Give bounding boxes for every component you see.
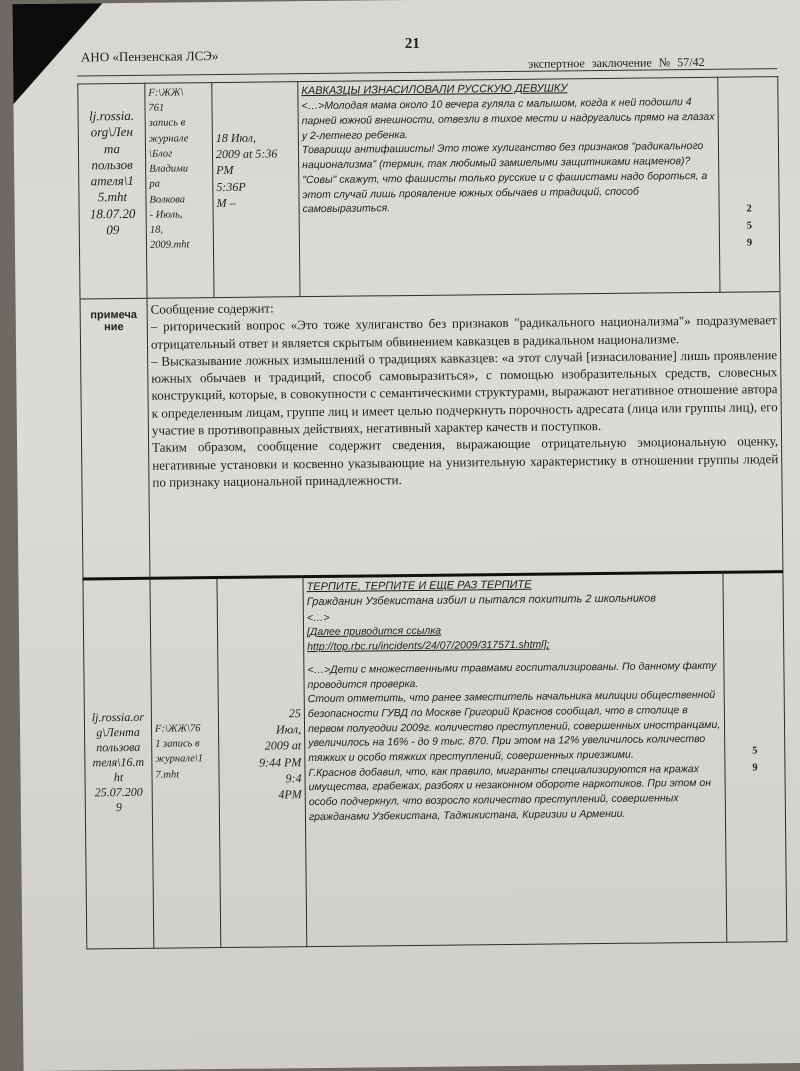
source-link[interactable]: http://top.rbc.ru/incidents/24/07/2009/317571.shtml]; xyxy=(307,638,550,654)
post-text: <…>Дети с множественными травмами госпитализированы. По данному факту проводится проверка. xyxy=(307,659,717,691)
post-text: Г.Краснов добавил, что, как правило, мигранты специализируются на кражах имущества, грабежах, разбоях и незаконном обороте наркотиков. При этом он особо подчеркнул, что возросло количество преступлений, совершенных гражданами Узбекистана, Таджикистана, Киргизии и Армении. xyxy=(308,762,712,823)
content-cell xyxy=(303,572,727,946)
header-organization: АНО «Пензенская ЛСЭ» xyxy=(80,48,219,65)
date-cell xyxy=(217,577,307,948)
note-paragraph: – Высказывание ложных измышлений о традициях кавказцев: «а этот случай [изнасилование] лишь проявление южных обычаев и традиций, способ самовыразиться», с помощью изобразительных средств, словесных конструкций, которые, в совокупности с семантическими структурами, выражают негативное отношение автора к определенным лицам, группе лиц и имеет целью подчеркнуть порочность адресата (лица или группы лиц), его участие в противоправных действиях, негативный характер качеств и поступков. xyxy=(151,347,778,438)
source-text: lj.rossia.or g\Лента пользова теля\16.m ht 25.07.200 9 xyxy=(91,709,145,815)
source-cell xyxy=(83,578,154,949)
post-title: ТЕРПИТЕ, ТЕРПИТЕ И ЕЩЕ РАЗ ТЕРПИТЕ xyxy=(306,578,532,594)
note-label-cell xyxy=(80,298,150,579)
header-conclusion: экспертное заключение № 57/42 xyxy=(528,54,705,71)
source-text: lj.rossia. org\Лен та пользов ателя\1 5.mht 18.07.20 09 xyxy=(89,107,136,237)
note-row xyxy=(80,292,783,579)
link-note: [Далее приводится ссылка xyxy=(306,625,442,639)
number-cell xyxy=(718,77,780,293)
date-cell xyxy=(212,82,300,298)
file-text: F:\ЖЖ\76 1 запись в журнале\1 7.mht xyxy=(154,723,204,781)
table-row xyxy=(78,77,780,299)
file-cell xyxy=(150,578,221,949)
number-text: 2 5 9 xyxy=(746,203,753,249)
header-divider xyxy=(77,68,777,76)
note-label: примеча ние xyxy=(90,308,138,334)
note-paragraph: Сообщение содержит: xyxy=(150,300,274,317)
source-cell xyxy=(78,83,147,299)
evidence-table xyxy=(77,76,787,949)
note-paragraph: – риторический вопрос «Это тоже хулиганство без признаков "радикального национализма"» подразумевает отрицательный ответ и является скрытым обвинением кавказцев в радикальном национализме. xyxy=(150,312,777,352)
post-title: КАВКАЗЦЫ ИЗНАСИЛОВАЛИ РУССКУЮ ДЕВУШКУ xyxy=(301,82,568,98)
ellipsis: <…> xyxy=(306,611,330,624)
post-subtitle: Гражданин Узбекистана избил и пытался похитить 2 школьников xyxy=(306,592,657,609)
number-cell xyxy=(723,572,787,943)
content-cell xyxy=(298,77,720,296)
post-text: Стоит отметить, что ранее заместитель начальника милиции общественной безопасности ГУВД по Москве Григорий Краснов сообщал, что в столице в первом полугодии 2009г. количество преступлений, совершенных иностранцами, увеличилось на 16% - до 9 тыс. 870. При этом на 12% увеличилось количество тяжких и особо тяжких преступлений, совершенных приезжими. xyxy=(307,689,721,765)
document-page xyxy=(12,0,800,1071)
note-cell xyxy=(147,292,783,579)
file-text: F:\ЖЖ\ 761 запись в журнале \Блог Владими ра Волкова - Июль, 18, 2009.mht xyxy=(148,87,190,251)
number-text: 5 9 xyxy=(752,745,758,774)
file-cell xyxy=(145,83,214,299)
table-row xyxy=(83,572,787,949)
date-text: 25 Июл, 2009 at 9:44 PM 9:4 4PM xyxy=(258,706,302,802)
date-text: 18 Июл, 2009 at 5:36 PM 5:36P M – xyxy=(215,130,278,210)
page-number: 21 xyxy=(404,35,420,53)
post-text: <…>Молодая мама около 10 вечера гуляла с малышом, когда к ней подошли 4 парней южной внешности, отвезли в тихое мести и надругались прямо на глазах у 2-летнего ребенка. Товарищи антифашисты! Это тоже хулиганство без признаков "радикального национализма" (термин, так любимый замшелыми защитниками нацменов)? "Совы" скажут, что фашисты только русские и с фашистами надо бороться, а этот случай лишь проявление южных обычаев и традиций, способ самовыразиться. xyxy=(301,96,715,216)
note-paragraph: Таким образом, сообщение содержит сведения, выражающие отрицательную эмоциональную оценку, негативные установки и косвенно указывающие на унизительную характеристику в отношении группы людей по признаку национальной принадлежности. xyxy=(152,433,779,490)
